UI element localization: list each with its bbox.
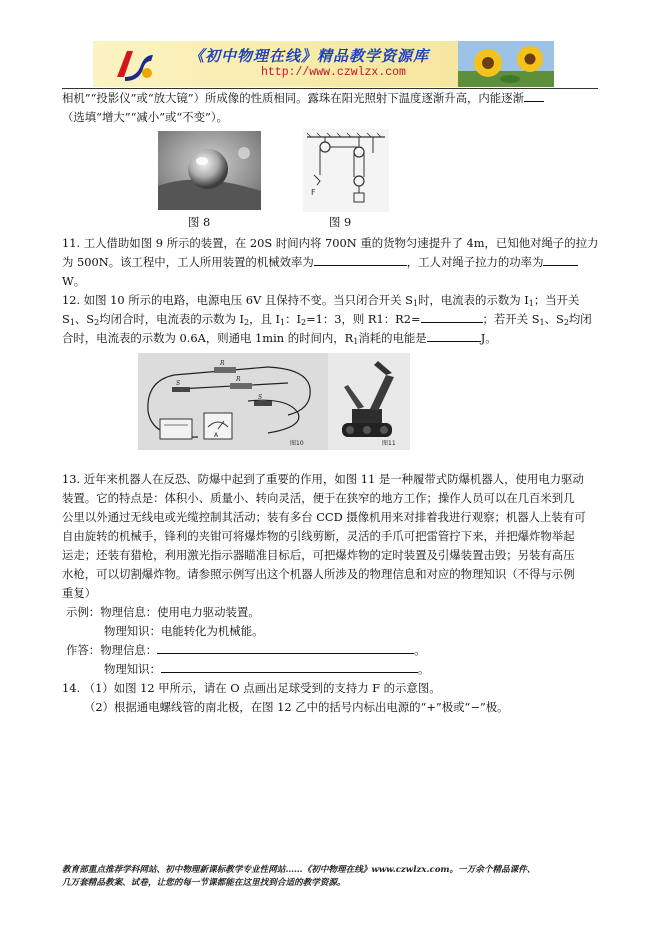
q13-answer-knowledge: 物理知识： 。 (104, 662, 430, 676)
footer-line-2: 几万套精品教案、试卷，让您的每一节课都能在这里找到合适的教学资源。 (62, 878, 346, 888)
figure-10-caption: 图10 (290, 440, 304, 447)
power-blank[interactable] (543, 253, 578, 266)
figure-11-caption: 图11 (382, 440, 396, 447)
figure-9-pulley-diagram (303, 129, 389, 212)
sunflower-image (458, 41, 554, 87)
site-logo-icon (111, 47, 157, 83)
q13-line-5: 运走；还装有猎枪，利用激光指示器瞄准目标后，可把爆炸物的定时装置及引爆装置击毁；另装有高压 (62, 548, 575, 562)
banner-title: 《初中物理在线》精品教学资源库 (189, 47, 430, 65)
q13-line-3: 公里以外通过无线电或光缆控制其活动；装有多台 CCD 摄像机用来对排着我进行观察；机器人上装有可 (62, 510, 586, 524)
resistor-r2-label: R (220, 360, 225, 367)
figure-10-11-photo (138, 353, 410, 450)
q13-answer-info: 作答：物理信息： 。 (66, 643, 426, 657)
q14-part1: 14. （1）如图 12 甲所示，请在 O 点画出足球受到的支持力 F 的示意图。 (62, 681, 441, 695)
q13-line-4: 自由旋转的机械手，锋利的夹钳可将爆炸物的引线剪断，灵活的手爪可把雷管拧下来，并把爆炸物举起 (62, 529, 575, 543)
q11-line1: 11. 工人借助如图 9 所示的装置，在 20S 时间内将 700N 重的货物匀速提升了 4m，已知他对绳子的拉力 (62, 236, 599, 250)
figure-8-caption: 图 8 (188, 215, 211, 229)
header-banner (93, 41, 554, 87)
q13-example-info: 示例：物理信息：使用电力驱动装置。 (66, 605, 260, 619)
q12-line2: $S_1$、$S_2$均闭合时，电流表的示数为 $I_2$，且 $I_1$：$I_2=1$：3，则 R1：R2= ；若开关 $S_1$、$S_2$均闭 (62, 312, 592, 327)
q13-example-knowledge: 物理知识：电能转化为机械能。 (104, 624, 264, 638)
q11-line3: W。 (62, 274, 86, 288)
ratio-blank[interactable] (421, 310, 483, 323)
q12-line3: 合时，电流表的示数为 0.6A，则通电 1min 的时间内，$R_1$消耗的电能是 J。 (62, 331, 497, 346)
figure-8-droplet-photo (158, 131, 261, 210)
q10-line2: （选填“增大”“减小”或“不变”）。 (62, 110, 228, 124)
efficiency-blank[interactable] (314, 253, 407, 266)
switch-s1-label: S (176, 380, 181, 387)
q13-line-1: 13. 近年来机器人在反恐、防爆中起到了重要的作用，如图 11 是一种履带式防爆机器人，使用电力驱动 (62, 472, 584, 486)
resistor-r1-label: R (236, 376, 241, 383)
q13-line-6: 水枪，可以切割爆炸物。请参照示例写出这个机器人所涉及的物理信息和对应的物理知识（不得与示例 (62, 567, 575, 581)
q12-line1: 12. 如图 10 所示的电路，电源电压 6V 且保持不变。当只闭合开关 $S_1$时，电流表的示数为 $I_1$；当开关 (62, 293, 580, 308)
answer-blank[interactable] (524, 89, 544, 102)
answer-info-blank[interactable] (157, 641, 414, 654)
q10-line1: 相机”“投影仪”或“放大镜”）所成像的性质相同。露珠在阳光照射下温度逐渐升高，内能逐渐 (62, 89, 598, 108)
q11-line2: 为 500N。该工程中，工人所用装置的机械效率为 ，工人对绳子拉力的功率为 (62, 253, 598, 272)
q13-line-2: 装置。它的特点是：体积小、质量小、转向灵活，便于在狭窄的地方工作；操作人员可以在几百米到几 (62, 491, 575, 505)
answer-knowledge-blank[interactable] (161, 660, 418, 673)
switch-s2-label: S (258, 394, 263, 401)
banner-url[interactable]: http://www.czwlzx.com (261, 66, 406, 79)
q14-part2: （2）根据通电螺线管的南北极，在图 12 乙中的括号内标出电源的“+”极或“−”极。 (84, 700, 509, 714)
figure-9-caption: 图 9 (329, 215, 352, 229)
q13-line-7: 重复） (62, 586, 97, 600)
ammeter-label: A (214, 432, 219, 439)
footer-line-1: 教育部重点推荐学科网站、初中物理新课标教学专业性网站……《初中物理在线》www.czwlzx.com。一万余个精品课件、 (62, 865, 536, 875)
energy-blank[interactable] (427, 329, 481, 342)
figure-9-force-label: F (311, 188, 316, 197)
